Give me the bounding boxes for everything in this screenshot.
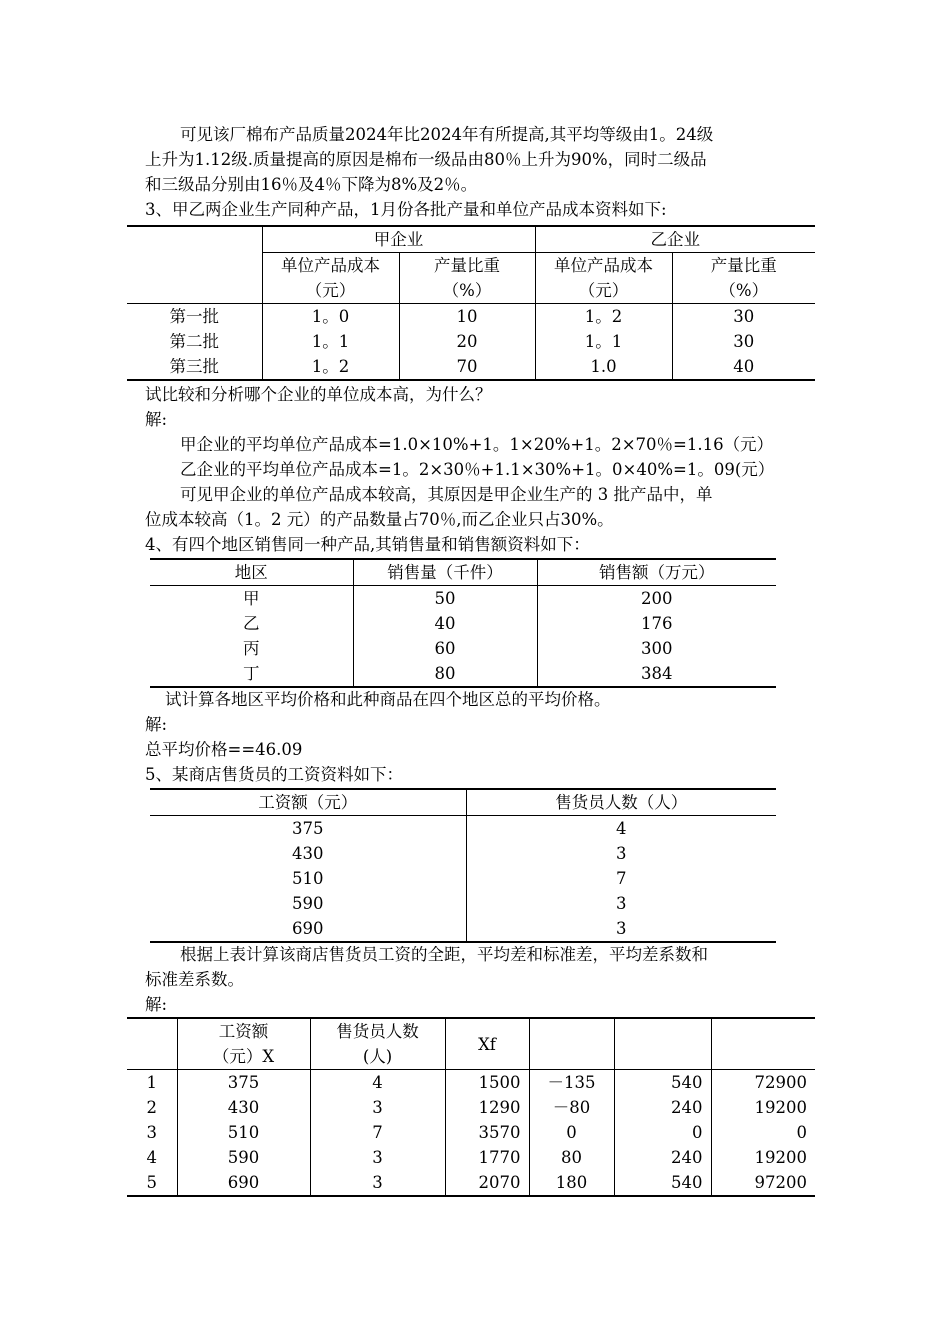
table-row: 甲 50 200 xyxy=(150,586,776,612)
table-corner-cell xyxy=(127,226,262,253)
col-header-share: 产量比重 （%） xyxy=(399,253,535,304)
wage-table xyxy=(150,788,776,943)
table-row: 375 4 xyxy=(150,816,776,842)
question-text: 根据上表计算该商店售货员工资的全距，平均差和标准差，平均差系数和 xyxy=(180,945,708,964)
col-header-cost: 单位产品成本 （元） xyxy=(535,253,672,304)
table-row: 3 510 7 3570 0 0 0 xyxy=(127,1120,815,1145)
col-header-people: 售货员人数 (人) xyxy=(310,1018,445,1070)
table-row: 590 3 xyxy=(150,891,776,916)
question-5-title: 5、某商店售货员的工资资料如下： xyxy=(145,765,403,784)
col-header-xf: Xf xyxy=(445,1018,529,1070)
company-b-header: 乙企业 xyxy=(535,226,815,253)
company-a-header: 甲企业 xyxy=(262,226,535,253)
col-header-empty xyxy=(529,1018,614,1070)
question-text: 试比较和分析哪个企业的单位成本高，为什么？ xyxy=(145,385,492,404)
table-row: 第二批 1。1 20 1。1 30 xyxy=(127,329,815,354)
table-row: 第一批 1。0 10 1。2 30 xyxy=(127,304,815,330)
solution-label: 解: xyxy=(145,715,168,734)
table-row: 510 7 xyxy=(150,866,776,891)
table-row: 丁 80 384 xyxy=(150,661,776,687)
question-3-title: 3、甲乙两企业生产同种产品，1月份各批产量和单位产品成本资料如下: xyxy=(145,200,667,219)
paragraph-line: 和三级品分别由16％及4％下降为8%及2％。 xyxy=(145,175,478,194)
col-header-share: 产量比重 （%） xyxy=(710,256,777,300)
table-row: 第三批 1。2 70 1.0 40 xyxy=(127,354,815,380)
solution-line: 乙企业的平均单位产品成本=1。2×30％+1.1×30%+1。0×40%=1。09(元） xyxy=(180,460,775,479)
table-row: 1 375 4 1500 －135 540 72900 xyxy=(127,1070,815,1096)
table-header-row: 地区 销售量（千件） 销售额（万元） xyxy=(150,559,776,586)
col-header-empty xyxy=(711,1018,815,1070)
answer-line: 总平均价格==46.09 xyxy=(145,740,303,759)
table-row: 丙 60 300 xyxy=(150,636,776,661)
solution-line: 位成本较高（1。2 元）的产品数量占70％,而乙企业只占30%。 xyxy=(145,510,614,529)
cost-table xyxy=(127,225,815,381)
solution-line: 可见甲企业的单位产品成本较高，其原因是甲企业生产的 3 批产品中，单 xyxy=(180,485,713,504)
table-row: 乙 40 176 xyxy=(150,611,776,636)
table-header-row xyxy=(127,1018,815,1070)
col-header-empty xyxy=(614,1018,711,1070)
col-header-cost: 单位产品成本 （元） xyxy=(262,253,399,304)
paragraph-line: 上升为1.12级.质量提高的原因是棉布一级品由80％上升为90%，同时二级品 xyxy=(145,150,707,169)
sales-table xyxy=(150,558,776,688)
solution-line: 甲企业的平均单位产品成本=1.0×10%+1。1×20%+1。2×70％=1.16（元） xyxy=(180,435,774,454)
solution-label: 解: xyxy=(145,995,168,1014)
paragraph-line: 可见该厂棉布产品质量2024年比2024年有所提高,其平均等级由1。24级 xyxy=(180,125,714,144)
calculation-table xyxy=(127,1017,815,1197)
table-row: 4 590 3 1770 80 240 19200 xyxy=(127,1145,815,1170)
table-header-row: 工资额（元） 售货员人数（人） xyxy=(150,789,776,816)
col-header-wage: 工资额 （元）X xyxy=(177,1018,310,1070)
question-4-title: 4、有四个地区销售同一种产品,其销售量和销售额资料如下： xyxy=(145,535,590,554)
table-row: 430 3 xyxy=(150,841,776,866)
question-text: 标准差系数。 xyxy=(145,970,244,989)
question-text: 试计算各地区平均价格和此种商品在四个地区总的平均价格。 xyxy=(165,690,611,709)
table-row: 690 3 xyxy=(150,916,776,942)
solution-label: 解: xyxy=(145,410,168,429)
table-row: 2 430 3 1290 －80 240 19200 xyxy=(127,1095,815,1120)
table-row: 5 690 3 2070 180 540 97200 xyxy=(127,1170,815,1196)
